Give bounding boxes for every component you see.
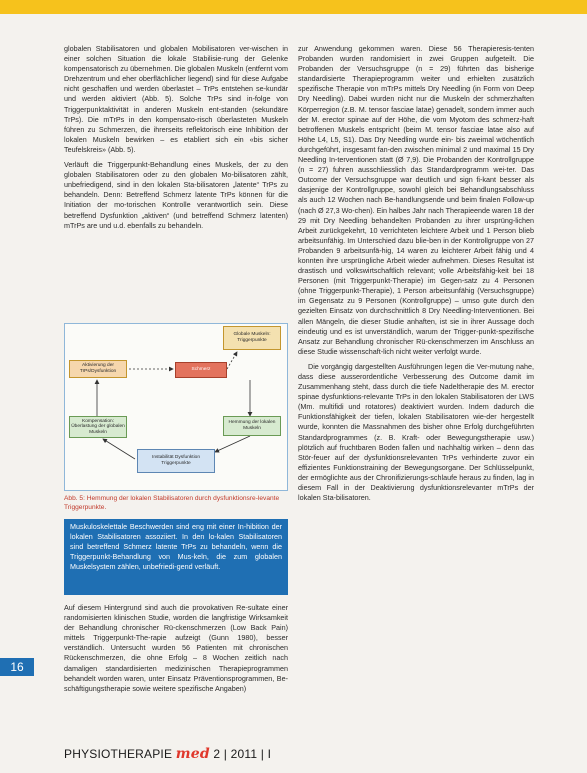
box-instabilitaet: Instabilität Dysfunktion Triggerpunkte	[137, 449, 215, 473]
box-schmerz: Schmerz	[175, 362, 227, 378]
figure-diagram	[64, 323, 288, 491]
left-column	[64, 44, 288, 236]
top-color-bar	[0, 0, 587, 14]
box-hemmung: Hemmung der lokalen Muskeln	[223, 416, 281, 436]
arrow-instab-kompens	[103, 439, 135, 459]
box-aktivierung: Aktivierung der TrPs/Dysfunktion	[69, 360, 127, 378]
footer-journal: PHYSIOTHERAPIE	[64, 747, 173, 761]
arrow-hemmung-instab	[215, 436, 250, 452]
highlight-box: Muskuloskelettale Beschwerden sind eng mit einer In-hibition der lokalen Stabilisatoren assoziiert. In den lo-kalen Stabilisatoren sind betreffend Schmerz latente TrPs zu behandeln, wenn die Triggerpunkt-Behandlung von Mus-keln, die zum globalen Muskelsystem zählen, unbefriedi-gend verläuft.	[64, 519, 288, 595]
box-kompensation: Kompensation: Überlastung der globalen Muskeln	[69, 416, 127, 438]
right-paragraph-1: zur Anwendung gekommen waren. Diese 56 Therapieresis-tenten Probanden wurden randomisiert in zwei Gruppen aufgeteilt. Die Probanden der Versuchsgruppe (n = 29) führten das bisherige standardisierte Therapieprogramm weiter und erhielten zusätzlich spezifische Therapie von mTrPs mittels Dry Needling (in Form von Deep Dry Needling). Dabei wurden nicht nur die Muskeln der schmerzhaften Körperregion (z.B. M. tensor fasciae latae) genadelt, sondern immer auch der M. erector spinae auf der Höhe, die vom Myotom des schmerz-haft betroffenen Muskels entspricht (beim M. tensor fasciae latae also auf Höhe L4, L5, S1). Das Dry Needling wurde ein- bis zweimal wöchentlich durchgeführt, insgesamt fan-den zwischen minimal 2 und maximal 15 Dry Needling In-terventionen statt (Ø 7,9). Die Probanden der Kontrollgruppe (n = 27) fuhren ausschliesslich das Standardprogramm wei-ter. Das Outcome der Versuchsgruppe war deutlich und sign fi-kant besser als dasjenige der Kontrollgruppe, sowohl gleich bei Behandlungsabschluss als auch 12 Wochen nach Be-handlungsende und beim finalen Follow-up (nach Ø 27,3 Wo-chen). Ein halbes Jahr nach Therapieende waren 18 der 29 mit Dry Needling behandelten Probanden zu ihrer ursprüng-lichen Arbeit zurückgekehrt, 10 verrichteten leichtere Arbeit und 1 Person blieb arbeitsunfähig. Im Unterschied dazu blie-ben in der Kontrollgruppe von 27 Probanden 9 arbeitsunfä-hig, 14 waren zu leichterer Arbeit fähig und 4 konnten ihre ursprüngliche Arbeit wieder aufnehmen. Dieses Resultat ist drastisch und volkswirtschaftlich relevant; volle Arbeitsfähig-keit bei 18 Personen (mit Triggerpunkt-Therapie) im Gegen-satz zu 4 Personen (ohne Triggerpunkt-Therapie), 1 Person arbeitsunfähig (Versuchsgruppe) im Gegensatz zu 9 Personen (Kontrollgruppe) – umso gute durch den gezielten Einsatz von durchschnittlich 8 Dry Needling-Interventionen. Bei allen Mängeln, die dieser Studie anhaften, ist sie in ihrer Aussage doch eindeutig und es ist unverständlich, warum der Trigger-punkt-spezifische Ansatz zur Behandlung chronischer Rü-ckenschmerzen im Anschluss an diese Studie wissenschaft-lich nicht weiter verfolgt wurde.	[298, 44, 534, 356]
footer-issue: 2 | 2011 | I	[213, 747, 272, 761]
figure-caption: Abb. 5: Hemmung der lokalen Stabilisatoren durch dysfunktionsre-levante Triggerpunkte.	[64, 495, 280, 511]
left-lower-paragraph: Auf diesem Hintergrund sind auch die provokativen Re-sultate einer randomisierten klinischen Studie, worden die langfristige Wirksamkeit der Behandlung chronischer Rü-ckenschmerzen (Low Back Pain) mittels Triggerpunkt-The-rapie aufzeigt (Gunn 1980), besser verständlich. Untersucht wurden 56 Patienten mit chronischen Rückenschmerzen, die ohne Erfolg – 8 Wochen zeitlich nach damaligen standardisierten medizinischen Therapieprogrammen behandelt worden waren, unter Einsatz Präventionsprogrammen, Be-schäftigungstherapie sowie weitere spezifische Angaben)	[64, 603, 288, 693]
right-paragraph-2: Die vorgängig dargestellten Ausführungen legen die Ver-mutung nahe, dass diese ausserordentliche Verbesserung des Outcome damit im Zusammenhang steht, dass durch die tiefe Nadeltherapie des M. erector spinae dysfunktions-relevante TrPs in den lokalen Stabilisatoren der LWS (Mm. multifidi und rotatores) deaktiviert wurden. Indem dadurch die Funktionsfähigkeit der tiefen, lokalen Stabilisatoren wie-der hergestellt wurde, konnten die Massnahmen des bisher ohne Erfolg durchgeführten Standardprogrammes (z. B. Kraft- oder Bewegungstherapie usw.) plötzlich auf fruchtbaren Boden fallen und nachhaltig wirken – denn das Stör-feuer auf der dysfunktionsrelevanten TrPs verhinderte zuvor ein effizientes Funktionstraining der Bewegungsorgane. Der Schlüsselpunkt, der ermöglichte aus der Chronifizierungs-schlaufe heraus zu finden, lag in diesem Fall in der Deaktivierung dysfunktionsrelevanter mTrPs der lokalen Sta-bilisatoren.	[298, 361, 534, 503]
left-paragraph-2: Verläuft die Triggerpunkt-Behandlung eines Muskels, der zu den globalen Stabilisatoren oder zu den globalen Mo-bilisatoren zählt, unbefriedigend, sind in den lokalen Sta-bilisatoren „latente“ TrPs zu behandeln. Denn: Betreffend Schmerz latente TrPs können für die Initiation der mo-torischen Kontrolle verantwortlich sein. Diese betreffend Dysfunktion „aktiven“ (und betreffend Schmerz latenten) mTrPs are und u.d. ebenfalls zu behandeln.	[64, 160, 288, 230]
left-paragraph-1: globalen Stabilisatoren und globalen Mobilisatoren ver-wischen in einer solchen Situation die lokale Stabilisie-rung der Gelenke kompensatorisch zu übernehmen. Die globalen Muskeln (entfernt vom Drehzentrum und eher oberflächlicher liegend) sind für diese Aufgabe nicht geschaffen und werden überlastet – TrPs entstehen se-kundär und werden aktiviert (Abb. 5). Solche TrPs sind in-folge von Triggerpunktaktivität in anderen Muskeln ent-standen (sekundäre TrPs). Die mTrPs in den kompensato-risch überlasteten Muskeln führen zu Schmerzen, die ihrerseits reflektorisch eine Inhibition der lokalen Muskeln bewirken – es etabliert sich ein «bis sicher Teufelskreis» (Abb. 5).	[64, 44, 288, 154]
right-column	[298, 44, 534, 508]
arrow-schmerz-global	[227, 352, 237, 369]
footer	[64, 746, 271, 762]
footer-med-logo: med	[175, 746, 210, 762]
box-global-muscles: Globale Muskeln: Triggerpunkte	[223, 326, 281, 350]
page-number: 16	[0, 658, 34, 676]
